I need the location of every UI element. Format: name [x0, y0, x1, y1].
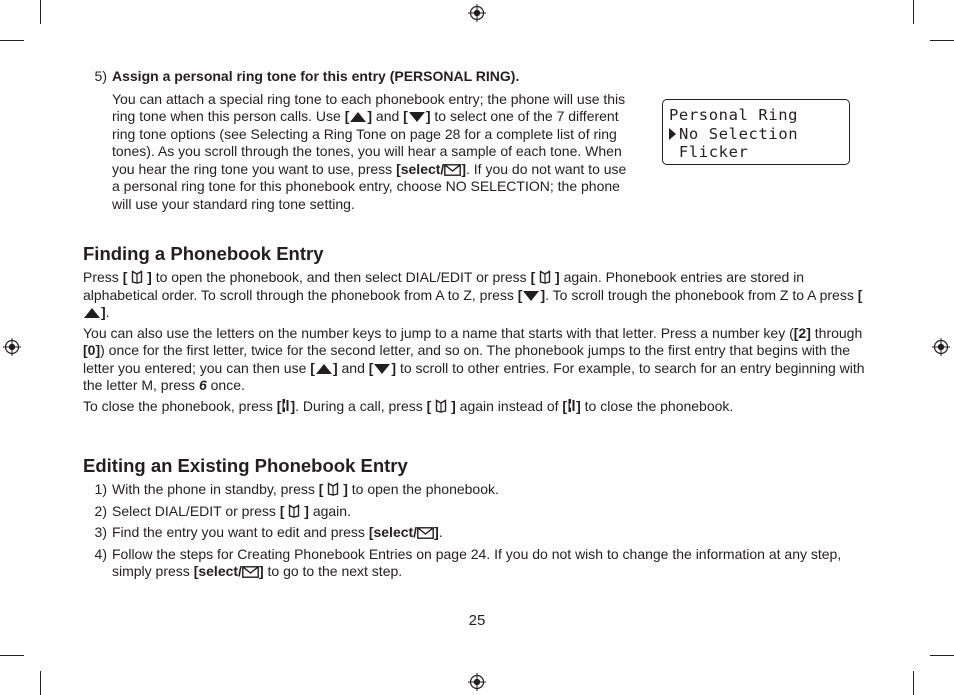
finding-paragraph-3: To close the phonebook, press [ ]. During a call, press [ ] again instead of [ ] to close the phonebook. [83, 397, 734, 414]
registration-mark-icon [468, 673, 486, 691]
edit-step-3: 3) Find the entry you want to edit and press [select/ ]. [94, 524, 443, 540]
finding-body [83, 269, 873, 415]
crop-mark [913, 0, 914, 24]
crop-mark [913, 671, 914, 695]
phonebook-icon [435, 399, 447, 413]
edit-step-1: 1) With the phone in standby, press [ ] to open the phonebook. [94, 481, 499, 497]
up-arrow-icon [349, 111, 367, 123]
step-number: 5) [94, 68, 107, 84]
crop-mark [40, 0, 41, 24]
edit-step-2: 2) Select DIAL/EDIT or press [ ] again. [94, 502, 351, 519]
cursor-arrow-icon [669, 128, 676, 140]
page-number: 25 [468, 612, 486, 629]
envelope-icon [444, 164, 461, 176]
up-arrow-icon [83, 307, 101, 319]
phonebook-icon [327, 482, 339, 496]
down-arrow-icon [408, 111, 426, 123]
registration-mark-icon [932, 338, 950, 356]
lcd-line-1: Personal Ring [669, 106, 799, 124]
down-arrow-icon [522, 290, 540, 302]
crop-mark [0, 655, 24, 656]
phonebook-icon [539, 270, 551, 284]
step-5-body: You can attach a special ring tone to each phonebook entry; the phone will use this ring tone when this person calls. Use [ ] and [ ] to select one of the 7 different ring tone options (see Selecting a Ring Tone on page 28 for a complete list of ring tones). As you scroll through the tones, you will hear a sample of each tone. When you hear the ring tone you want to use, press [select/ ]. If you do not want to use a personal ring tone for this phonebook entry, choose NO SELECTION; the phone will use your standard ring tone setting. [112, 90, 627, 212]
lcd-line-3: Flicker [669, 143, 749, 161]
up-arrow-icon [315, 363, 333, 375]
phonebook-icon [131, 270, 143, 284]
section-heading-finding: Finding a Phonebook Entry [83, 243, 324, 264]
crop-mark [0, 40, 24, 41]
talk-phone-icon [567, 398, 576, 413]
edit-step-4: 4) Follow the steps for Creating Phonebook Entries on page 24. If you do not wish to change the information at any step, simply press [select/ ] to go to the next step. [94, 545, 842, 579]
editing-steps [83, 481, 873, 581]
registration-mark-icon [468, 4, 486, 22]
section-heading-editing: Editing an Existing Phonebook Entry [83, 455, 408, 476]
crop-mark [930, 40, 954, 41]
envelope-icon [242, 566, 259, 578]
crop-mark [930, 655, 954, 656]
down-arrow-icon [373, 363, 391, 375]
phonebook-icon [288, 504, 300, 518]
envelope-icon [417, 527, 434, 539]
finding-paragraph-2: You can also use the letters on the number keys to jump to a name that starts with that letter. Press a number key ([2] through [0]) once for the first letter, twice for the second letter, and so on. The phonebook jumps to the first entry that begins with the letter you entered; you can then use [ ] and [ ] to scroll to other entries. For example, to search for an entry beginning with the letter M, press 6 once. [83, 324, 865, 393]
lcd-display [662, 99, 850, 165]
finding-paragraph-1: Press [ ] to open the phonebook, and then select DIAL/EDIT or press [ ] again. Phonebook entries are stored in alphabetical order. To scroll through the phonebook from A to Z, press [ ]. To scroll trough the phonebook from Z to A press []. [83, 269, 863, 320]
registration-mark-icon [3, 338, 21, 356]
crop-mark [40, 671, 41, 695]
talk-phone-icon [281, 398, 290, 413]
lcd-line-2: No Selection [669, 125, 849, 144]
step-title: Assign a personal ring tone for this entry (PERSONAL RING). [112, 68, 520, 84]
